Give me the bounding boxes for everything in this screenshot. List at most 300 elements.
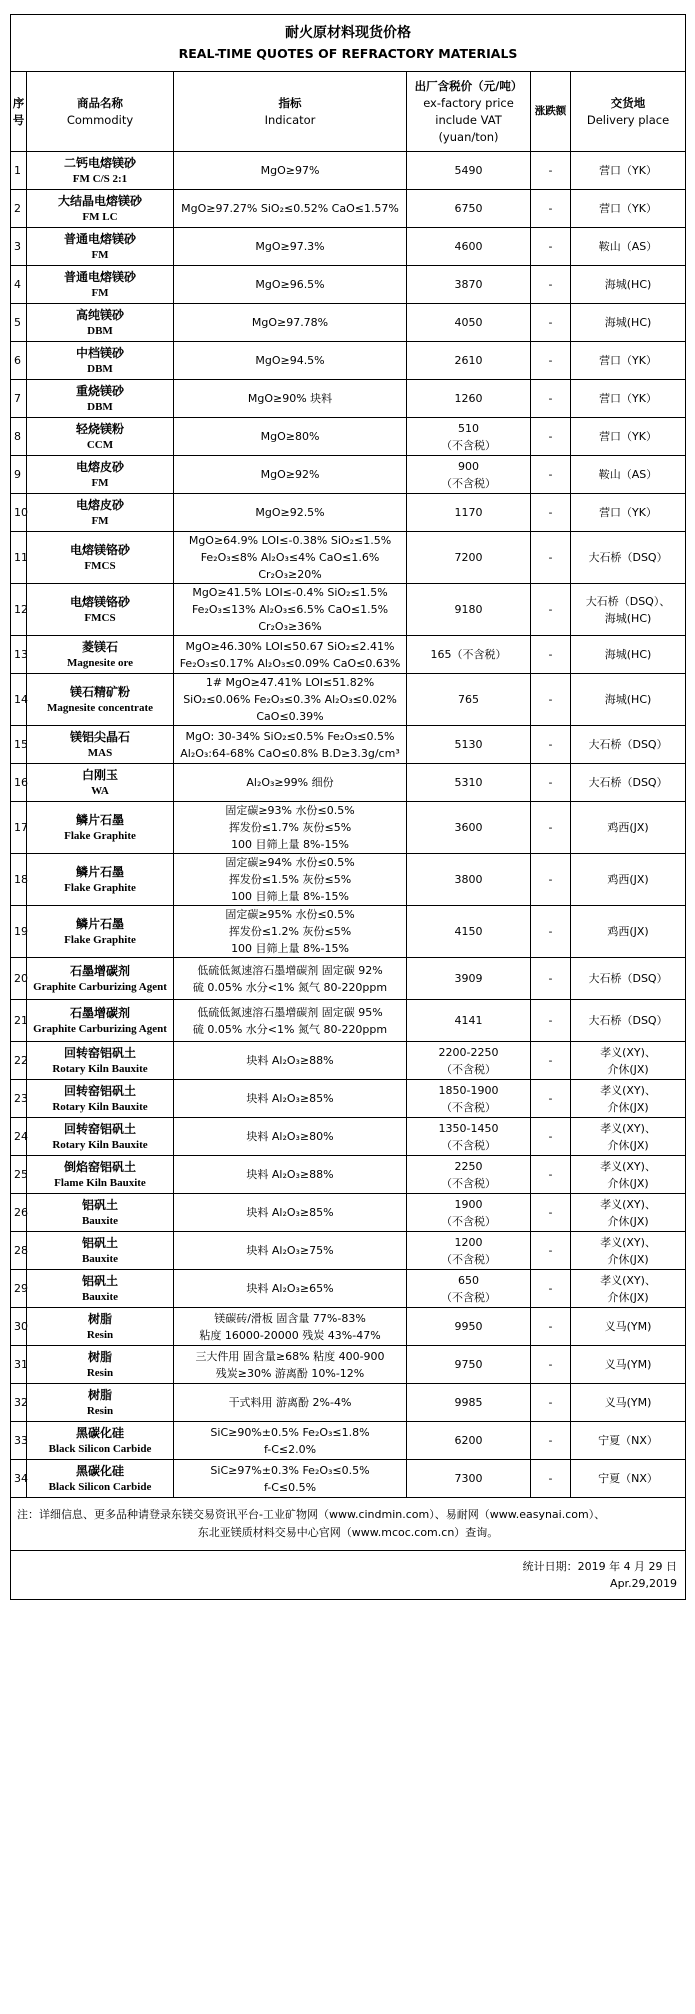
price-line: 4141	[454, 1014, 483, 1027]
place-line: 孝义(XY)、	[600, 1235, 656, 1249]
change-cell	[531, 456, 571, 494]
indicator-line: 块料 Al₂O₃≥75%	[246, 1244, 334, 1257]
commodity-cn: 回转窑铝矾土	[63, 1083, 136, 1098]
indicator-line: 低硫低氮速溶石墨增碳剂 固定碳 95%	[197, 1005, 383, 1019]
change-cell	[531, 342, 571, 380]
commodity-cn: 重烧镁砂	[75, 383, 124, 398]
stat-date: 统计日期：2019 年 4 月 29 日	[522, 1560, 678, 1573]
price-cell	[407, 342, 531, 380]
price-line: 9180	[454, 603, 483, 616]
indicator-line: Fe₂O₃≤13% Al₂O₃≤6.5% CaO≤1.5%	[191, 603, 389, 616]
indicator-cell	[174, 764, 407, 802]
row-index-cell	[11, 1308, 27, 1346]
indicator-line: 硫 0.05% 水分<1% 氮气 80-220ppm	[192, 1022, 388, 1036]
place-line: 大石桥（DSQ）	[588, 776, 668, 789]
table-row	[11, 1460, 686, 1498]
price-cell	[407, 726, 531, 764]
price-line: （不含税）	[441, 1252, 496, 1266]
price-cell	[407, 1194, 531, 1232]
row-index-cell	[11, 1194, 27, 1232]
header-place-en: Delivery place	[586, 112, 670, 127]
commodity-cn: 高纯镁砂	[75, 307, 124, 322]
price-line: 2610	[454, 354, 483, 367]
place-cell	[571, 494, 686, 532]
price-cell	[407, 494, 531, 532]
header-change-label: 涨跌额	[534, 105, 567, 117]
commodity-cn: 鳞片石墨	[75, 916, 124, 931]
indicator-cell	[174, 584, 407, 636]
indicator-cell	[174, 802, 407, 854]
price-line: 1350-1450	[438, 1121, 499, 1135]
price-cell	[407, 636, 531, 674]
commodity-en: Rotary Kiln Bauxite	[52, 1062, 148, 1075]
change-cell	[531, 532, 571, 584]
row-index: 6	[14, 354, 21, 367]
place-cell	[571, 418, 686, 456]
change-cell	[531, 1080, 571, 1118]
place-cell	[571, 266, 686, 304]
row-index: 19	[14, 925, 28, 938]
row-index: 29	[14, 1282, 28, 1295]
commodity-en: DBM	[87, 362, 113, 375]
indicator-line: 100 目筛上量 8%-15%	[231, 838, 349, 851]
price-cell	[407, 228, 531, 266]
commodity-cell	[27, 1194, 174, 1232]
header-index-line1: 序	[12, 95, 25, 110]
price-line: 4600	[454, 240, 483, 253]
row-index: 8	[14, 430, 21, 443]
change-cell	[531, 764, 571, 802]
indicator-cell	[174, 1232, 407, 1270]
change-cell	[531, 636, 571, 674]
row-index-cell	[11, 1232, 27, 1270]
commodity-cell	[27, 304, 174, 342]
row-index: 4	[14, 278, 21, 291]
indicator-line: MgO≥97.3%	[255, 240, 325, 253]
indicator-line: 100 目筛上量 8%-15%	[231, 890, 349, 903]
row-index: 20	[14, 972, 28, 985]
row-index: 23	[14, 1092, 28, 1105]
change-value: -	[548, 202, 553, 215]
change-cell	[531, 1232, 571, 1270]
commodity-en: FMCS	[84, 611, 116, 624]
price-cell	[407, 958, 531, 1000]
price-cell	[407, 1384, 531, 1422]
change-value: -	[548, 1168, 553, 1181]
table-row	[11, 1270, 686, 1308]
commodity-en: DBM	[87, 400, 113, 413]
change-cell	[531, 1460, 571, 1498]
place-line: 义马(YM)	[604, 1396, 652, 1409]
row-index: 9	[14, 468, 21, 481]
commodity-cn: 铝矾土	[81, 1197, 118, 1212]
change-value: -	[548, 738, 553, 751]
price-line: （不含税）	[441, 1138, 496, 1152]
table-body	[11, 152, 686, 1498]
indicator-line: MgO≥64.9% LOI≤-0.38% SiO₂≤1.5%	[188, 534, 392, 547]
price-line: 4150	[454, 925, 483, 938]
row-index-cell	[11, 1118, 27, 1156]
price-line: （不含税）	[441, 1214, 496, 1228]
change-value: -	[548, 551, 553, 564]
place-line: 营口（YK）	[599, 430, 657, 443]
place-cell	[571, 1042, 686, 1080]
place-line: 介休(JX)	[607, 1252, 649, 1266]
price-line: 3870	[454, 278, 483, 291]
price-cell	[407, 190, 531, 228]
row-index-cell	[11, 532, 27, 584]
row-index: 5	[14, 316, 21, 329]
table-row	[11, 1000, 686, 1042]
place-cell	[571, 152, 686, 190]
commodity-cn: 鳞片石墨	[75, 812, 124, 827]
indicator-cell	[174, 1000, 407, 1042]
place-line: 海城(HC)	[604, 693, 652, 706]
row-index: 12	[14, 603, 28, 616]
indicator-cell	[174, 726, 407, 764]
price-cell	[407, 1346, 531, 1384]
indicator-line: 100 目筛上量 8%-15%	[231, 942, 349, 955]
indicator-cell	[174, 854, 407, 906]
commodity-cell	[27, 1118, 174, 1156]
commodity-cell	[27, 152, 174, 190]
place-line: 营口（YK）	[599, 164, 657, 177]
row-index-cell	[11, 418, 27, 456]
change-value: -	[548, 430, 553, 443]
commodity-cell	[27, 1460, 174, 1498]
commodity-cell	[27, 584, 174, 636]
indicator-line: Fe₂O₃≤8% Al₂O₃≤4% CaO≤1.6%	[200, 551, 380, 564]
row-index-cell	[11, 304, 27, 342]
indicator-line: 块料 Al₂O₃≥65%	[246, 1282, 334, 1295]
row-index-cell	[11, 726, 27, 764]
indicator-line: SiC≥90%±0.5% Fe₂O₃≤1.8%	[210, 1425, 370, 1439]
place-cell	[571, 532, 686, 584]
price-cell	[407, 1460, 531, 1498]
title-en: REAL-TIME QUOTES OF REFRACTORY MATERIALS	[178, 46, 518, 61]
header-price-line3: include VAT	[435, 112, 502, 127]
price-line: 2250	[454, 1159, 483, 1173]
header-index	[11, 72, 27, 152]
commodity-cn: 电熔镁铬砂	[69, 542, 130, 557]
change-cell	[531, 854, 571, 906]
row-index-cell	[11, 342, 27, 380]
table-row	[11, 854, 686, 906]
commodity-cn: 镁石精矿粉	[69, 684, 130, 699]
place-line: 孝义(XY)、	[600, 1273, 656, 1287]
place-line: 孝义(XY)、	[600, 1121, 656, 1135]
commodity-cell	[27, 764, 174, 802]
indicator-line: 镁碳砖/滑板 固含量 77%-83%	[214, 1311, 366, 1325]
table-row	[11, 494, 686, 532]
change-cell	[531, 1270, 571, 1308]
place-cell	[571, 726, 686, 764]
price-line: 2200-2250	[438, 1045, 499, 1059]
price-line: （不含税）	[441, 476, 496, 490]
indicator-line: f-C≤0.5%	[263, 1480, 317, 1494]
place-line: 海城(HC)	[604, 611, 652, 625]
commodity-cell	[27, 636, 174, 674]
indicator-cell	[174, 1308, 407, 1346]
commodity-cn: 鳞片石墨	[75, 864, 124, 879]
note-line2: 东北亚镁质材料交易中心官网（www.mcoc.com.cn）查询。	[197, 1526, 499, 1539]
change-cell	[531, 1118, 571, 1156]
commodity-en: Bauxite	[81, 1290, 119, 1303]
header-commodity-en: Commodity	[66, 112, 134, 127]
row-index-cell	[11, 802, 27, 854]
price-cell	[407, 1422, 531, 1460]
indicator-line: 挥发份≤1.5% 灰份≤5%	[228, 873, 352, 886]
commodity-en: Rotary Kiln Bauxite	[52, 1100, 148, 1113]
indicator-line: MgO≥97.78%	[251, 316, 329, 329]
row-index-cell	[11, 152, 27, 190]
row-index-cell	[11, 1422, 27, 1460]
place-cell	[571, 1308, 686, 1346]
commodity-cell	[27, 266, 174, 304]
table-row	[11, 1308, 686, 1346]
indicator-line: 1# MgO≥47.41% LOI≤51.82%	[205, 676, 375, 689]
place-line: 鞍山（AS）	[598, 468, 658, 481]
change-cell	[531, 494, 571, 532]
price-line: 9985	[454, 1396, 483, 1409]
price-line: 1260	[454, 392, 483, 405]
change-value: -	[548, 972, 553, 985]
row-index: 26	[14, 1206, 28, 1219]
commodity-en: Magnesite concentrate	[47, 701, 153, 714]
table-row	[11, 1194, 686, 1232]
price-line: 510	[458, 421, 479, 435]
change-value: -	[548, 1396, 553, 1409]
quotes-table	[10, 14, 686, 1600]
stat-date-en: Apr.29,2019	[610, 1577, 678, 1590]
change-value: -	[548, 1130, 553, 1143]
place-line: 营口（YK）	[599, 506, 657, 519]
indicator-line: SiO₂≤0.06% Fe₂O₃≤0.3% Al₂O₃≤0.02%	[183, 693, 397, 706]
place-line: 义马(YM)	[604, 1320, 652, 1333]
place-line: 孝义(XY)、	[600, 1159, 656, 1173]
price-cell	[407, 418, 531, 456]
indicator-line: 块料 Al₂O₃≥85%	[246, 1092, 334, 1105]
change-value: -	[548, 821, 553, 834]
row-index-cell	[11, 1000, 27, 1042]
indicator-line: Cr₂O₃≥20%	[258, 568, 322, 581]
row-index-cell	[11, 636, 27, 674]
table-row	[11, 1384, 686, 1422]
place-line: 介休(JX)	[607, 1062, 649, 1076]
indicator-line: MgO≥46.30% LOI≤50.67 SiO₂≤2.41%	[185, 639, 395, 653]
indicator-cell	[174, 1194, 407, 1232]
commodity-en: FM	[91, 476, 109, 489]
indicator-line: MgO≥41.5% LOI≤-0.4% SiO₂≤1.5%	[192, 586, 388, 599]
note-line1: 注：详细信息、更多品种请登录东镁交易资讯平台-工业矿物网（www.cindmin.com）、易耐网（www.easynai.com）、	[17, 1508, 606, 1521]
change-cell	[531, 380, 571, 418]
price-line: （不含税）	[441, 1100, 496, 1114]
commodity-cn: 电熔皮砂	[75, 497, 124, 512]
commodity-en: Resin	[86, 1404, 114, 1417]
commodity-cn: 回转窑铝矾土	[63, 1045, 136, 1060]
indicator-line: MgO: 30-34% SiO₂≤0.5% Fe₂O₃≤0.5%	[185, 729, 395, 743]
footer-cell	[11, 1551, 686, 1600]
change-value: -	[548, 1054, 553, 1067]
indicator-line: f-C≤2.0%	[263, 1442, 317, 1456]
price-cell	[407, 674, 531, 726]
place-cell	[571, 584, 686, 636]
commodity-cn: 镁铝尖晶石	[69, 729, 130, 744]
row-index: 17	[14, 821, 28, 834]
place-line: 大石桥（DSQ）、	[585, 594, 671, 608]
commodity-cn: 黑碳化硅	[75, 1463, 124, 1478]
commodity-en: FM	[91, 248, 109, 261]
commodity-cn: 普通电熔镁砂	[63, 231, 136, 246]
indicator-line: SiC≥97%±0.3% Fe₂O₃≤0.5%	[210, 1463, 370, 1477]
commodity-cell	[27, 1270, 174, 1308]
place-cell	[571, 1232, 686, 1270]
header-indicator-cn: 指标	[278, 95, 302, 110]
price-line: 3600	[454, 821, 483, 834]
quotes-document	[10, 14, 685, 1600]
header-commodity	[27, 72, 174, 152]
row-index-cell	[11, 228, 27, 266]
price-cell	[407, 152, 531, 190]
change-cell	[531, 228, 571, 266]
price-line: 1850-1900	[438, 1083, 499, 1097]
price-cell	[407, 854, 531, 906]
price-cell	[407, 906, 531, 958]
indicator-cell	[174, 1156, 407, 1194]
commodity-cell	[27, 190, 174, 228]
table-row	[11, 152, 686, 190]
commodity-cell	[27, 1232, 174, 1270]
price-line: 1170	[454, 506, 483, 519]
place-line: 营口（YK）	[599, 392, 657, 405]
table-row	[11, 532, 686, 584]
row-index-cell	[11, 1460, 27, 1498]
price-line: （不含税）	[441, 1062, 496, 1076]
row-index: 30	[14, 1320, 28, 1333]
row-index: 11	[14, 551, 28, 564]
header-price	[407, 72, 531, 152]
change-cell	[531, 266, 571, 304]
row-index: 14	[14, 693, 28, 706]
row-index-cell	[11, 1080, 27, 1118]
place-cell	[571, 1384, 686, 1422]
commodity-cell	[27, 418, 174, 456]
row-index-cell	[11, 190, 27, 228]
place-line: 介休(JX)	[607, 1290, 649, 1304]
row-index-cell	[11, 854, 27, 906]
indicator-line: 块料 Al₂O₃≥85%	[246, 1206, 334, 1219]
header-price-line1: 出厂含税价（元/吨）	[414, 78, 523, 93]
commodity-en: Graphite Carburizing Agent	[33, 980, 167, 993]
change-value: -	[548, 278, 553, 291]
indicator-cell	[174, 380, 407, 418]
indicator-line: 粘度 16000-20000 残炭 43%-47%	[199, 1328, 381, 1342]
change-value: -	[548, 1282, 553, 1295]
commodity-cell	[27, 854, 174, 906]
price-line: 3800	[454, 873, 483, 886]
commodity-en: Black Silicon Carbide	[48, 1442, 152, 1455]
commodity-cell	[27, 342, 174, 380]
change-cell	[531, 802, 571, 854]
price-cell	[407, 802, 531, 854]
commodity-cn: 电熔镁铬砂	[69, 594, 130, 609]
change-value: -	[548, 873, 553, 886]
place-cell	[571, 380, 686, 418]
price-line: 765	[458, 693, 479, 706]
indicator-line: 固定碳≥93% 水份≤0.5%	[225, 804, 355, 817]
indicator-line: MgO≥80%	[260, 430, 320, 443]
place-line: 孝义(XY)、	[600, 1083, 656, 1097]
price-line: 6750	[454, 202, 483, 215]
row-index: 10	[14, 506, 28, 519]
commodity-en: Black Silicon Carbide	[48, 1480, 152, 1493]
table-row	[11, 674, 686, 726]
commodity-cn: 黑碳化硅	[75, 1425, 124, 1440]
price-line: 9750	[454, 1358, 483, 1371]
header-indicator-en: Indicator	[264, 112, 316, 127]
indicator-line: 固定碳≥95% 水份≤0.5%	[225, 908, 355, 921]
table-title-cell	[11, 15, 686, 72]
commodity-en: FM C/S 2:1	[72, 172, 128, 185]
place-line: 义马(YM)	[604, 1358, 652, 1371]
place-line: 宁夏（NX）	[598, 1434, 658, 1447]
place-cell	[571, 1000, 686, 1042]
place-line: 营口（YK）	[599, 202, 657, 215]
change-cell	[531, 1384, 571, 1422]
price-cell	[407, 1308, 531, 1346]
header-place-cn: 交货地	[610, 95, 646, 110]
change-value: -	[548, 164, 553, 177]
commodity-en: Flake Graphite	[64, 881, 136, 894]
indicator-line: MgO≥92%	[260, 468, 320, 481]
price-line: 4050	[454, 316, 483, 329]
header-row	[11, 72, 686, 152]
commodity-en: WA	[91, 784, 109, 797]
table-row	[11, 380, 686, 418]
row-index: 7	[14, 392, 21, 405]
place-cell	[571, 854, 686, 906]
row-index: 13	[14, 648, 28, 661]
commodity-cn: 菱镁石	[81, 639, 118, 654]
indicator-cell	[174, 456, 407, 494]
commodity-cell	[27, 674, 174, 726]
change-value: -	[548, 468, 553, 481]
change-value: -	[548, 1358, 553, 1371]
change-value: -	[548, 1206, 553, 1219]
change-value: -	[548, 240, 553, 253]
indicator-cell	[174, 1080, 407, 1118]
header-index-line2: 号	[12, 112, 25, 127]
place-cell	[571, 636, 686, 674]
commodity-cell	[27, 1308, 174, 1346]
place-cell	[571, 764, 686, 802]
indicator-line: MgO≥90% 块料	[247, 392, 333, 405]
change-cell	[531, 674, 571, 726]
indicator-line: 低硫低氮速溶石墨增碳剂 固定碳 92%	[197, 963, 383, 977]
row-index-cell	[11, 584, 27, 636]
indicator-cell	[174, 1118, 407, 1156]
commodity-cell	[27, 726, 174, 764]
table-row	[11, 636, 686, 674]
price-line: （不含税）	[441, 1176, 496, 1190]
change-cell	[531, 726, 571, 764]
commodity-en: Resin	[86, 1328, 114, 1341]
row-index: 34	[14, 1472, 28, 1485]
table-row	[11, 726, 686, 764]
place-line: 孝义(XY)、	[600, 1197, 656, 1211]
note-cell	[11, 1498, 686, 1551]
row-index: 32	[14, 1396, 28, 1409]
